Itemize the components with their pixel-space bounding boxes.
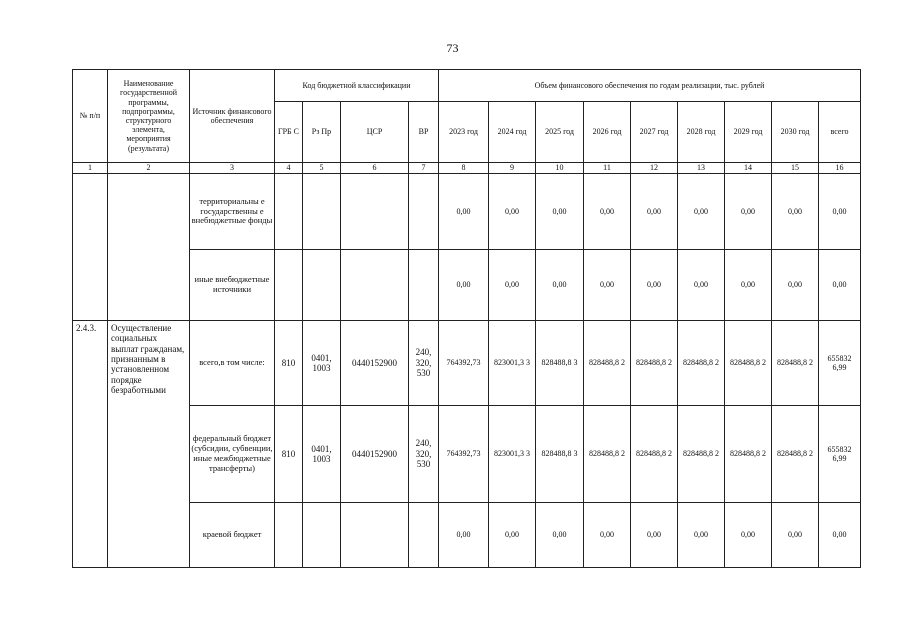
value-cell: 0,00 [725,503,772,568]
empty-cell [341,503,409,568]
empty-cell [73,174,108,321]
value-cell: 828488,8 2 [584,321,631,406]
empty-cell [275,174,303,250]
total-cell: 0,00 [819,174,861,250]
value-cell: 828488,8 2 [725,321,772,406]
header-year: 2029 год [725,102,772,163]
value-cell: 0,00 [584,250,631,321]
header-year: 2028 год [678,102,725,163]
value-cell: 828488,8 2 [631,406,678,503]
empty-cell [409,503,439,568]
header-col-source: Источник финансового обеспечения [190,70,275,163]
value-cell: 0,00 [678,174,725,250]
value-cell: 828488,8 2 [772,321,819,406]
column-number: 6 [341,163,409,174]
empty-cell [275,503,303,568]
header-col-rzpr: Рз Пр [303,102,341,163]
empty-cell [303,250,341,321]
header-year: 2023 год [439,102,489,163]
value-cell: 828488,8 2 [631,321,678,406]
table-row [73,250,861,321]
header-row [73,70,861,102]
value-cell: 0,00 [772,250,819,321]
budget-table [72,69,861,568]
total-cell: 655832 6,99 [819,321,861,406]
column-number: 5 [303,163,341,174]
csr-cell: 0440152900 [341,321,409,406]
column-number: 15 [772,163,819,174]
total-cell: 655832 6,99 [819,406,861,503]
source-cell: территориальны е государственны е внебюджетные фонды [190,174,275,250]
value-cell: 828488,8 2 [678,321,725,406]
column-number: 10 [536,163,584,174]
value-cell: 0,00 [631,174,678,250]
value-cell: 828488,8 3 [536,321,584,406]
header-group-years: Объем финансового обеспечения по годам реализации, тыс. рублей [439,70,861,102]
value-cell: 0,00 [678,250,725,321]
value-cell: 0,00 [631,250,678,321]
column-number: 11 [584,163,631,174]
header-col-vr: ВР [409,102,439,163]
value-cell: 828488,8 2 [772,406,819,503]
rzpr-cell: 0401, 1003 [303,321,341,406]
header-col-grbs: ГРБ С [275,102,303,163]
source-cell: краевой бюджет [190,503,275,568]
column-number: 4 [275,163,303,174]
value-cell: 823001,3 3 [489,321,536,406]
column-number: 9 [489,163,536,174]
table-row [73,321,861,406]
table-row [73,174,861,250]
column-number: 8 [439,163,489,174]
empty-cell [108,174,190,321]
value-cell: 0,00 [536,174,584,250]
csr-cell: 0440152900 [341,406,409,503]
value-cell: 0,00 [536,503,584,568]
column-numbers-row [73,163,861,174]
value-cell: 0,00 [439,174,489,250]
value-cell: 764392,73 [439,406,489,503]
value-cell: 0,00 [772,503,819,568]
value-cell: 0,00 [439,250,489,321]
source-cell: иные внебюджетные источники [190,250,275,321]
header-year: 2027 год [631,102,678,163]
header-year: 2025 год [536,102,584,163]
value-cell: 0,00 [439,503,489,568]
empty-cell [409,174,439,250]
source-cell: всего,в том числе: [190,321,275,406]
value-cell: 0,00 [772,174,819,250]
column-number: 13 [678,163,725,174]
vr-cell: 240, 320, 530 [409,321,439,406]
rzpr-cell: 0401, 1003 [303,406,341,503]
vr-cell: 240, 320, 530 [409,406,439,503]
value-cell: 828488,8 2 [678,406,725,503]
total-cell: 0,00 [819,250,861,321]
header-total: всего [819,102,861,163]
column-number: 12 [631,163,678,174]
value-cell: 0,00 [584,503,631,568]
value-cell: 0,00 [584,174,631,250]
empty-cell [275,250,303,321]
value-cell: 823001,3 3 [489,406,536,503]
column-number: 1 [73,163,108,174]
column-number: 14 [725,163,772,174]
header-group-codes: Код бюджетной классификации [275,70,439,102]
value-cell: 828488,8 3 [536,406,584,503]
item-name: Осуществление социальных выплат гражданам, признанным в установленном порядке безработными [108,321,190,568]
grbs-cell: 810 [275,321,303,406]
header-year: 2024 год [489,102,536,163]
column-number: 3 [190,163,275,174]
empty-cell [341,174,409,250]
header-year: 2026 год [584,102,631,163]
total-cell: 0,00 [819,503,861,568]
value-cell: 828488,8 2 [584,406,631,503]
header-col-name: Наименование государственной программы, подпрограммы, структурного элемента, мероприятия (результата) [108,70,190,163]
table-row [73,406,861,503]
empty-cell [303,174,341,250]
header-col-num: № п/п [73,70,108,163]
table-row [73,503,861,568]
column-number: 7 [409,163,439,174]
value-cell: 0,00 [489,250,536,321]
value-cell: 0,00 [678,503,725,568]
header-year: 2030 год [772,102,819,163]
column-number: 2 [108,163,190,174]
source-cell: федеральный бюджет (субсидии, субвенции, иные межбюджетные трансферты) [190,406,275,503]
header-col-csr: ЦСР [341,102,409,163]
empty-cell [409,250,439,321]
empty-cell [303,503,341,568]
value-cell: 0,00 [536,250,584,321]
page-number: 73 [446,41,459,55]
value-cell: 0,00 [631,503,678,568]
value-cell: 0,00 [725,250,772,321]
value-cell: 0,00 [489,174,536,250]
grbs-cell: 810 [275,406,303,503]
value-cell: 0,00 [725,174,772,250]
value-cell: 764392,73 [439,321,489,406]
column-number: 16 [819,163,861,174]
value-cell: 828488,8 2 [725,406,772,503]
empty-cell [341,250,409,321]
value-cell: 0,00 [489,503,536,568]
item-number: 2.4.3. [73,321,108,568]
